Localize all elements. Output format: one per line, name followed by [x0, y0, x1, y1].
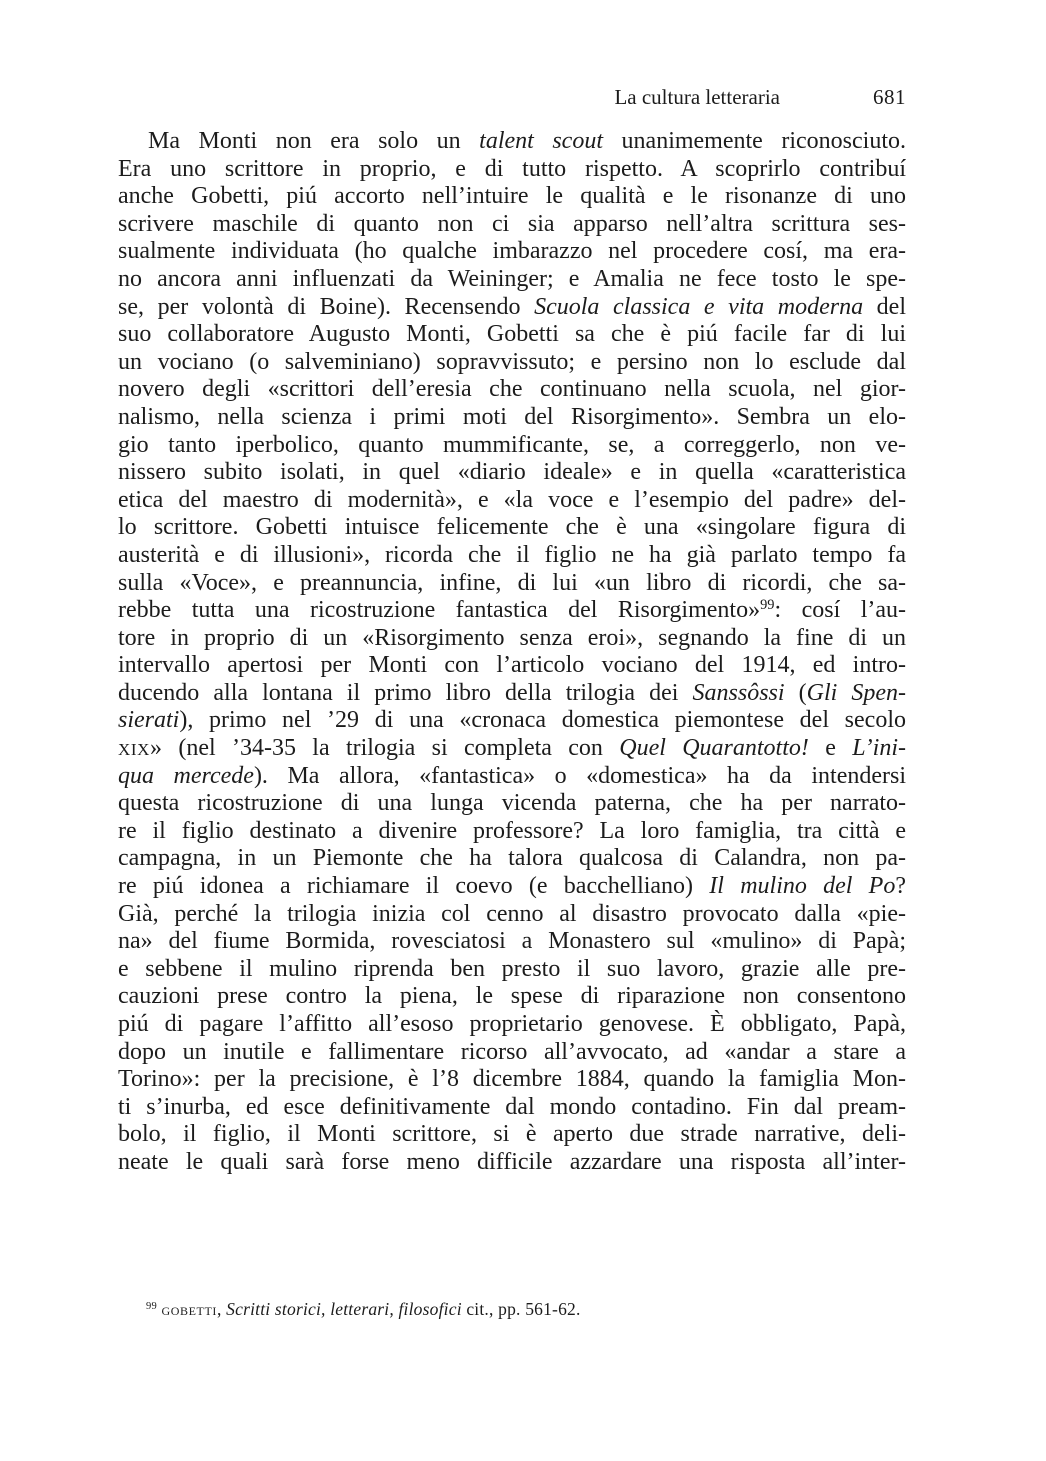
italic-title: Scuola classica e vita moderna [534, 293, 864, 320]
text-line [118, 542, 906, 570]
text-line [118, 597, 906, 625]
text-run: piú di pagare l’affitto all’esoso proprietario genovese. È obbligato, Papà, [118, 1011, 906, 1037]
text-line [118, 928, 906, 956]
text-run: no ancora anni influenzati da Weininger; e Amalia ne fece tosto le spe- [118, 265, 906, 292]
text-run: nissero subito isolati, in quel «diario ideale» e in quella «caratteristica [118, 459, 906, 486]
text-line [118, 1121, 906, 1149]
text-run: Torino»: per la precisione, è l’8 dicembre 1884, quando la famiglia Mon- [118, 1066, 906, 1093]
running-head [118, 82, 906, 112]
text-line [118, 266, 906, 294]
text-line [118, 128, 906, 156]
italic-title: Il mulino del Po [709, 873, 896, 900]
text-run: dopo un inutile e fallimentare ricorso all’avvocato, ad «andar a stare a [118, 1038, 906, 1065]
text-run: campagna, in un Piemonte che ha talora qualcosa di Calandra, non pa- [118, 845, 906, 872]
text-line [118, 487, 906, 515]
text-run: e sebbene il mulino riprenda ben presto il suo lavoro, grazie alle pre- [118, 955, 906, 982]
text-run: » (nel ’34-35 la trilogia si completa con [150, 735, 620, 762]
text-run: scrivere maschile di quanto non ci sia apparso nell’altra scrittura ses- [118, 210, 906, 237]
text-line [118, 1066, 906, 1094]
text-line [118, 211, 906, 239]
footnote-citation: cit., pp. 561-62. [461, 1299, 581, 1319]
text-run: Già, perché la trilogia inizia col cenno al disastro provocato dalla «pie- [118, 900, 906, 927]
text-line [118, 349, 906, 377]
italic-title: L’ini- [852, 735, 906, 762]
text-run: sualmente individuata (ho qualche imbarazzo nel procedere cosí, ma era- [118, 238, 906, 265]
footnote-reference: 99 [760, 597, 775, 614]
text-run: anche Gobetti, piú accorto nell’intuire le qualità e le risonanze di uno [118, 183, 906, 210]
italic-title: Sanssôssi [692, 679, 785, 706]
text-line [118, 763, 906, 791]
body-paragraph [118, 128, 906, 1177]
text-line [118, 790, 906, 818]
text-line [118, 183, 906, 211]
text-line [118, 901, 906, 929]
text-line [118, 376, 906, 404]
text-line [118, 818, 906, 846]
text-run: cauzioni prese contro la piena, le spese di riparazione non consentono [118, 983, 906, 1010]
text-run: etica del maestro di modernità», e «la voce e l’esempio del padre» del- [118, 486, 906, 513]
text-run: austerità e di illusioni», ricorda che il figlio ne ha già parlato tempo fa [118, 541, 906, 568]
text-run: re il figlio destinato a divenire professore? La loro famiglia, tra città e [118, 817, 906, 844]
text-run: : cosí l’au- [774, 597, 906, 624]
text-run: sulla «Voce», e preannuncia, infine, di lui «un libro di ricordi, che sa- [118, 569, 906, 596]
text-run: ), primo nel ’29 di una «cronaca domestica piemontese del secolo [179, 707, 906, 734]
text-run: ti s’inurba, ed esce definitivamente dal mondo contadino. Fin dal pream- [118, 1093, 906, 1120]
text-line [118, 1011, 906, 1039]
text-run: rebbe tutta una ricostruzione fantastica del Risorgimento» [118, 597, 761, 624]
page-number: 681 [873, 85, 906, 109]
text-run: gio tanto iperbolico, quanto mummificante, se, a correggerlo, non ve- [118, 431, 906, 458]
text-line [118, 983, 906, 1011]
italic-title: Quel Quarantotto! [619, 735, 809, 762]
text-line [118, 625, 906, 653]
text-run: novero degli «scrittori dell’eresia che continuano nella scuola, nel gior- [118, 376, 906, 403]
text-line [118, 238, 906, 266]
text-line [118, 514, 906, 542]
text-line [118, 459, 906, 487]
text-run: lo scrittore. Gobetti intuisce felicemente che è una «singolare figura di [118, 514, 906, 541]
text-line [118, 707, 906, 735]
footnote-title: Scritti storici, letterari, filosofici [226, 1299, 462, 1319]
footnote-author: gobetti [161, 1299, 218, 1319]
text-run: ? [895, 873, 906, 900]
text-run: re piú idonea a richiamare il coevo (e bacchelliano) [118, 873, 710, 900]
text-line [118, 404, 906, 432]
text-line [118, 845, 906, 873]
italic-title: talent scout [479, 128, 604, 154]
text-run: ). Ma allora, «fantastica» o «domestica» ha da intendersi [253, 762, 907, 789]
text-run: neate le quali sarà forse meno difficile azzardare una risposta all’inter- [118, 1148, 906, 1175]
text-run: ducendo alla lontana il primo libro della trilogia dei [118, 679, 693, 706]
century-numeral: xix [118, 735, 151, 762]
text-run: Ma Monti non era solo un [148, 128, 480, 154]
text-run: na» del fiume Bormida, rovesciatosi a Monastero sul «mulino» di Papà; [118, 928, 906, 955]
text-line [118, 294, 906, 322]
text-run: del [863, 293, 906, 320]
text-line [118, 156, 906, 184]
text-line [118, 321, 906, 349]
text-run: questa ricostruzione di una lunga vicenda paterna, che ha per narrato- [118, 790, 906, 817]
text-line [118, 652, 906, 680]
text-run: bolo, il figlio, il Monti scrittore, si è aperto due strade narrative, deli- [118, 1121, 906, 1148]
text-run: Era uno scrittore in proprio, e di tutto rispetto. A scoprirlo contribuí [118, 155, 906, 182]
text-line [118, 680, 906, 708]
italic-title: sierati [118, 707, 180, 734]
text-line [118, 570, 906, 598]
text-line [118, 1149, 906, 1177]
text-line [118, 956, 906, 984]
footnote: $^{99}$ gobetti, Scritti storici, letterari, filosofici cit., pp. 561-62. [146, 1299, 581, 1319]
text-run: se, per volontà di Boine). Recensendo [118, 293, 535, 320]
text-line [118, 432, 906, 460]
text-line [118, 873, 906, 901]
italic-title: Gli Spen- [806, 679, 907, 706]
text-run: ( [784, 679, 807, 706]
text-run: unanimemente riconosciuto. [603, 128, 906, 154]
text-run: suo collaboratore Augusto Monti, Gobetti sa che è piú facile far di lui [118, 321, 906, 348]
text-line [118, 1039, 906, 1067]
text-run: un vociano (o salveminiano) sopravvissuto; e persino non lo esclude dal [118, 348, 906, 375]
text-run: intervallo apertosi per Monti con l’articolo vociano del 1914, ed intro- [118, 652, 906, 679]
running-title: La cultura letteraria [614, 85, 780, 109]
footnote-marker: 99 [146, 1301, 157, 1313]
text-line [118, 735, 906, 763]
text-run: e [808, 735, 853, 762]
text-run: nalismo, nella scienza i primi moti del Risorgimento». Sembra un elo- [118, 403, 906, 430]
text-line [118, 1094, 906, 1122]
text-run: tore in proprio di un «Risorgimento senza eroi», segnando la fine di un [118, 624, 906, 651]
italic-title: qua mercede [118, 762, 254, 789]
